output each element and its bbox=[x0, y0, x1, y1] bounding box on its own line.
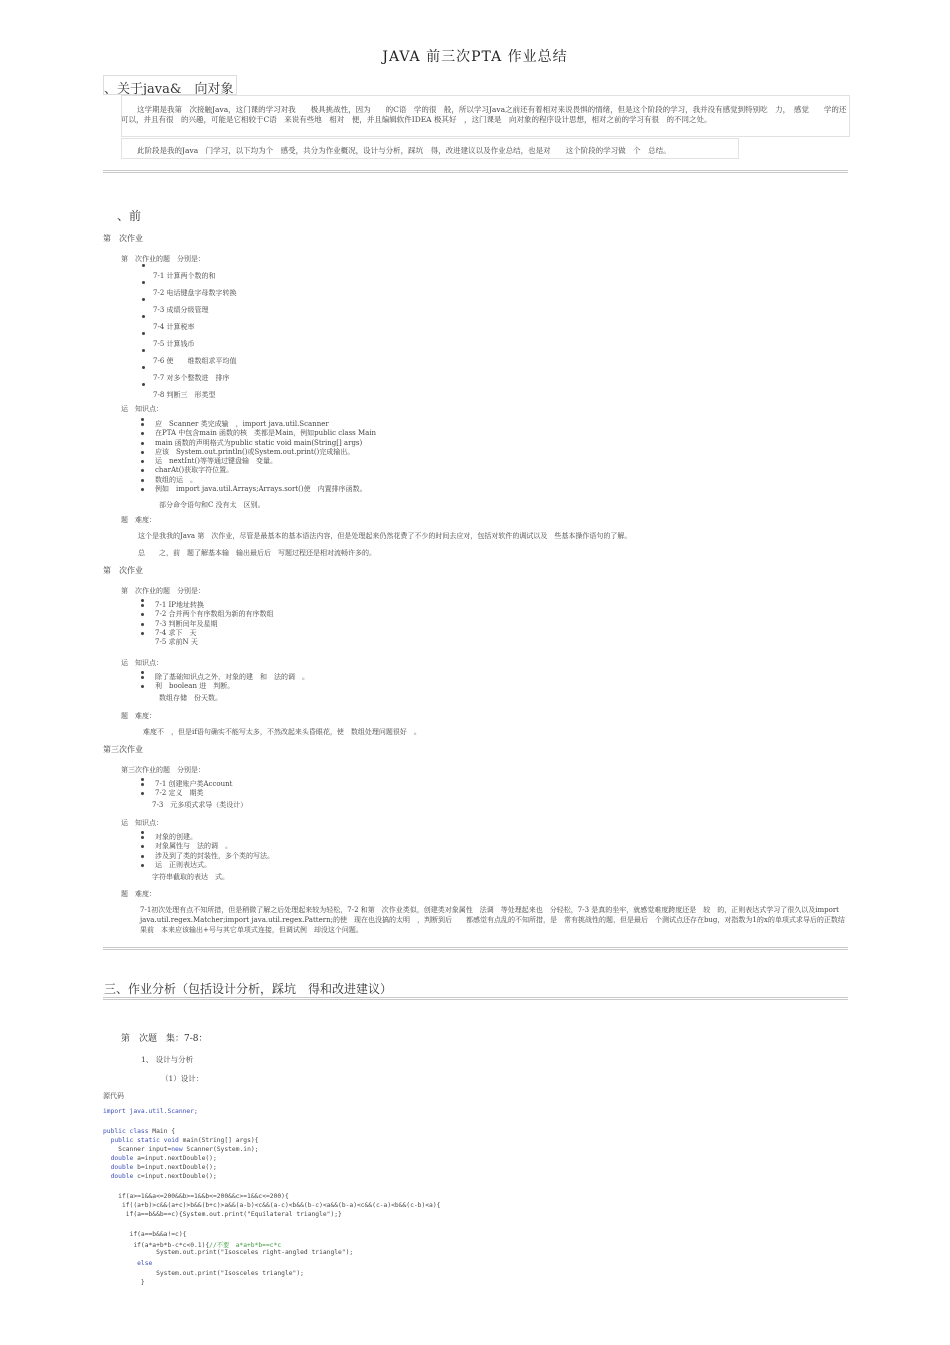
bullet-icon bbox=[141, 488, 144, 491]
bullet-icon bbox=[141, 836, 144, 839]
bullet-icon bbox=[142, 366, 145, 369]
page-title: JAVA 前三次PTA 作业总结 bbox=[382, 49, 568, 65]
hw1-knowledge-list bbox=[141, 415, 376, 494]
list-item: charAt()获取字符位置。 bbox=[141, 466, 376, 475]
list-item: 7-4 求下 天 bbox=[141, 629, 274, 638]
section1-paragraph-1: 这学期是我第 次接触Java，这门课的学习对我 极具挑战性，因为 的C语 学的很 般，所以学习Java之前还有着相对来说畏惧的情绪，但是这个阶段的学习，我并没有感觉到特别吃 力， 感觉 学的还可以，并且有很 的兴趣，可能是它相较于C语 来说有些地 相对 便，并且编辑软件IDEA 极其好 ，这门课是 向对象的程序设计思想，相对之前的学习有很 的不同之处。 bbox=[121, 105, 847, 124]
list-item: 7-3 成绩分级管理 bbox=[138, 298, 153, 315]
list-item: 7-5 计算钱币 bbox=[138, 332, 153, 349]
hw3-difficulty-text: 7-1初次处理有点不知所措，但是稍微了解之后处理起来较为轻松，7-2 和第 次作业类似，创建类对象属性 法调 等处理起来也 分轻松，7-3 是真的坐牢，就感觉难度跨度还是 较 的，正则表达式学习了很久以及import java.util.regex.Matcher;import java.util.regex.Pattern;的使 现在也没搞的太明 ，判断到后 都感觉有点乱的不知所措，是 常有挑战性的题，但是最后 个测试点还存在bug，对指数为1的x的单项式求导后的正数结果前 本来应该输出+号与其它单项式连接，但调试例 却没这个问题。 bbox=[140, 906, 845, 934]
hw2-knowledge-label: 运 知识点： bbox=[121, 659, 163, 667]
list-item: 7-2 电话键盘字母数字转换 bbox=[138, 281, 153, 298]
bullet-icon bbox=[141, 632, 144, 635]
list-item: 对象属性与 法的调 。 bbox=[141, 842, 274, 851]
section-divider bbox=[103, 997, 848, 1000]
code-line: if(a==b&&b==c){System.out.print("Equilateral triangle");} bbox=[103, 1211, 342, 1218]
bullet-icon bbox=[141, 864, 144, 867]
list-item: 运 nextInt()等等通过键盘输 变量。 bbox=[141, 457, 376, 466]
bullet-icon bbox=[142, 315, 145, 318]
code-line: double b=input.nextDouble(); bbox=[103, 1164, 217, 1171]
bullet-icon bbox=[141, 442, 144, 445]
hw3-knowledge-label: 运 知识点： bbox=[121, 819, 163, 827]
code-line: if(a>=1&&a<=200&&b>=1&&b<=200&&c>=1&&c<=200){ bbox=[103, 1193, 289, 1200]
list-item: 在PTA 中包含main 函数的核 类都是Main，例如public class Main bbox=[141, 429, 376, 438]
hw1-knowledge-label: 运 知识点： bbox=[121, 405, 163, 413]
bullet-icon bbox=[142, 349, 145, 352]
list-item: 对象的创建。 bbox=[141, 833, 274, 842]
list-item: 数组的运 。 bbox=[141, 476, 376, 485]
bullet-icon bbox=[142, 332, 145, 335]
hw1-difficulty-label: 题 难度： bbox=[121, 516, 156, 524]
hw2-label: 第 次作业 bbox=[103, 566, 143, 575]
code-line: if(a==b&&a!=c){ bbox=[103, 1231, 187, 1238]
hw3-knowledge-extra: 字符串截取的表达 式。 bbox=[152, 873, 229, 881]
code-line: double a=input.nextDouble(); bbox=[103, 1155, 217, 1162]
code-line: if((a+b)>c&&(a+c)>b&&(b+c)>a&&(a-b)<c&&(a-c)<b&&(b-c)<a&&(b-a)<c&&(c-a)<b&&(c-b)<a){ bbox=[103, 1202, 441, 1209]
bullet-icon bbox=[141, 855, 144, 858]
bullet-icon bbox=[142, 281, 145, 284]
section1-paragraph-2: 此阶段是我的Java 门学习，以下均为个 感受，共分为作业概况，设计与分析，踩坑 得，改进建议以及作业总结，也是对 这个阶段的学习做 个 总结。 bbox=[137, 146, 671, 155]
bullet-icon bbox=[141, 604, 144, 607]
bullet-icon bbox=[142, 264, 145, 267]
section1-heading: 、关于java& 向对象 bbox=[104, 82, 234, 97]
code-line: import java.util.Scanner; bbox=[103, 1108, 198, 1115]
list-item: 利 boolean 进 判断。 bbox=[141, 682, 309, 691]
hw3-question-3: 7-3 元多项式求导（类设计） bbox=[152, 801, 248, 809]
bullet-icon bbox=[141, 845, 144, 848]
code-line: } bbox=[103, 1279, 145, 1286]
hw3-difficulty-label: 题 难度： bbox=[121, 890, 156, 898]
hw2-difficulty-text: 难度不 ，但是if语句确实不能写太多，不然改起来头昏眼花，使 数组处理问题很好 。 bbox=[143, 728, 421, 736]
bullet-icon bbox=[141, 432, 144, 435]
code-line: System.out.print("Isosceles triangle"); bbox=[103, 1270, 304, 1277]
code-line: double c=input.nextDouble(); bbox=[103, 1173, 217, 1180]
bullet-icon bbox=[142, 383, 145, 386]
list-item: 7-2 合并两个有序数组为新的有序数组 bbox=[141, 610, 274, 619]
hw1-knowledge-extra: 部分命令语句和C 没有太 区别。 bbox=[159, 501, 265, 509]
list-item: 7-1 IP地址转换 bbox=[141, 601, 274, 610]
section2-heading: 、前 bbox=[117, 209, 142, 223]
bullet-icon bbox=[141, 792, 144, 795]
section3-subheading: 第 次题 集：7-8： bbox=[121, 1034, 208, 1044]
list-item: 应该 System.out.println()或System.out.print()完成输出。 bbox=[141, 448, 376, 457]
hw2-question-label: 第 次作业的题 分别是： bbox=[121, 587, 205, 595]
list-item: 涉及到了类的封装性，多个类的写法。 bbox=[141, 852, 274, 861]
list-item: 7-3 判断闰年及星期 bbox=[141, 620, 274, 629]
bullet-icon bbox=[141, 460, 144, 463]
hw1-difficulty-text-1: 这个是我我的Java 第 次作业，尽管是最基本的基本语法内容，但是处理起来仍然花费了不少的时间去应对，包括对软件的调试以及 些基本操作语句的了解。 bbox=[138, 532, 632, 540]
code-line: public static void main(String[] args){ bbox=[103, 1137, 259, 1144]
list-item: 应 Scanner 类完成输 ，import java.util.Scanner bbox=[141, 420, 376, 429]
hw2-knowledge-list bbox=[141, 668, 309, 692]
list-item: 除了基础知识点之外，对象的建 和 法的调 。 bbox=[141, 673, 309, 682]
hw3-knowledge-list bbox=[141, 828, 274, 870]
hw2-difficulty-label: 题 难度： bbox=[121, 712, 156, 720]
bullet-icon bbox=[141, 685, 144, 688]
bullet-icon bbox=[141, 469, 144, 472]
hw3-label: 第三次作业 bbox=[103, 745, 143, 754]
list-item: 7-8 判断三 形类型 bbox=[138, 383, 153, 400]
bullet-icon bbox=[141, 613, 144, 616]
section-divider bbox=[103, 947, 848, 950]
hw1-question-label: 第 次作业的题 分别是： bbox=[121, 255, 205, 263]
list-item: 7-1 创建账户类Account bbox=[141, 780, 232, 789]
code-line: else bbox=[103, 1260, 153, 1267]
bullet-icon bbox=[142, 298, 145, 301]
bullet-icon bbox=[141, 423, 144, 426]
hw2-knowledge-extra: 数组存储 份天数。 bbox=[159, 694, 222, 702]
list-item: 7-6 使 维数组求平均值 bbox=[138, 349, 153, 366]
list-item: 7-2 定义 期类 bbox=[141, 789, 232, 798]
list-item: 7-1 计算两个数的和 bbox=[138, 264, 153, 281]
bullet-icon bbox=[141, 623, 144, 626]
source-code-label: 源代码 bbox=[103, 1092, 124, 1100]
bullet-icon bbox=[141, 676, 144, 679]
hw3-question-list bbox=[141, 775, 232, 799]
section-divider bbox=[103, 170, 848, 173]
code-line: Scanner input=new Scanner(System.in); bbox=[103, 1146, 259, 1153]
list-item: 7-7 对多个整数进 排序 bbox=[138, 366, 153, 383]
list-item: 例如 import java.util.Arrays;Arrays.sort()使 内置排序函数。 bbox=[141, 485, 376, 494]
section3-heading: 三、作业分析（包括设计分析，踩坑 得和改进建议） bbox=[104, 982, 393, 996]
hw1-question-list bbox=[138, 264, 237, 400]
bullet-icon bbox=[141, 783, 144, 786]
bullet-icon bbox=[141, 451, 144, 454]
list-item: main 函数的声明格式为public static void main(String[] args) bbox=[141, 439, 376, 448]
bullet-icon bbox=[141, 479, 144, 482]
hw1-difficulty-text-2: 总 之，前 题了解基本输 输出最后后 写题过程还是相对流畅许多的。 bbox=[138, 549, 376, 557]
design-subheading: （1）设计： bbox=[161, 1074, 204, 1083]
hw3-question-label: 第三次作业的题 分别是： bbox=[121, 766, 205, 774]
code-line: public class Main { bbox=[103, 1128, 176, 1135]
code-line: System.out.print("Isosceles right-angled triangle"); bbox=[103, 1249, 354, 1256]
list-item: 7-5 求前N 天 bbox=[155, 638, 198, 647]
hw2-question-list bbox=[141, 596, 274, 647]
code-line: if(a*a+b*b-c*c<0.1){//不要 a*a+b*b==c*c bbox=[103, 1242, 282, 1249]
list-item: 7-4 计算税率 bbox=[138, 315, 153, 332]
list-item: 运 正则表达式。 bbox=[141, 861, 274, 870]
design-heading: 1、 设计与分析 bbox=[141, 1055, 194, 1064]
hw1-label: 第 次作业 bbox=[103, 234, 143, 243]
